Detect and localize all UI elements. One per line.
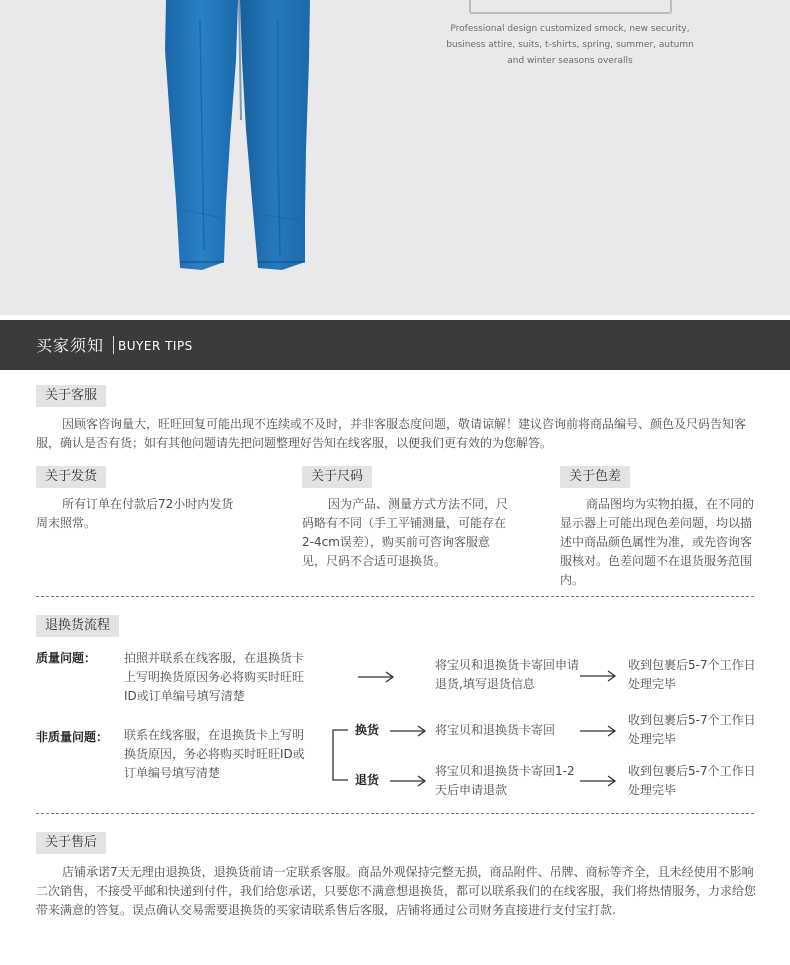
color-label: 关于色差 — [560, 466, 630, 488]
exchange-step2: 收到包裹后5-7个工作日处理完毕 — [628, 713, 756, 746]
caption-card — [443, 0, 697, 70]
aftersale-label: 关于售后 — [36, 832, 106, 854]
service-text: 因顾客咨询量大，旺旺回复可能出现不连续或不及时，并非客服态度问题，敬请谅解！建议咨询前将商品编号、颜色及尺码告知客服，确认是否有货；如有其他问题请先把问题整理好告知在线客服，以便我们更有效的为您解答。 — [36, 417, 747, 450]
arrow-right-icon — [580, 724, 618, 738]
caption-text: Professional design customized smock, new security, business attire, suits, t-shirts, spring, summer, autumn and winter seasons overalls — [446, 24, 694, 66]
refund-step2: 收到包裹后5-7个工作日处理完毕 — [628, 764, 756, 797]
caption-frame — [469, 0, 672, 14]
banner-divider — [113, 336, 114, 354]
shipping-text: 所有订单在付款后72小时内发货周末照常。 — [36, 497, 234, 530]
refund-label: 退货 — [355, 773, 380, 787]
banner-title-cn: 买家须知 — [36, 336, 105, 355]
quality-step2: 收到包裹后5-7个工作日处理完毕 — [628, 658, 756, 691]
arrow-right-icon — [358, 670, 396, 684]
banner-title-en: BUYER TIPS — [118, 339, 193, 353]
size-label: 关于尺码 — [302, 466, 372, 488]
exchange-label: 换货 — [355, 723, 380, 737]
quality-step1: 将宝贝和退换货卡寄回申请退货,填写退货信息 — [435, 658, 580, 691]
exchange-step1: 将宝贝和退换货卡寄回 — [435, 723, 556, 737]
branch-bracket — [330, 720, 352, 786]
arrow-right-icon — [580, 774, 618, 788]
arrow-right-icon — [390, 774, 428, 788]
arrow-right-icon — [580, 669, 618, 683]
divider — [36, 813, 754, 814]
nonquality-label: 非质量问题： — [36, 730, 109, 744]
size-text: 因为产品、测量方式方法不同，尺码略有不同（手工平铺测量，可能存在2-4cm误差），购买前可咨询客服意见，尺码不合适可退换货。 — [302, 497, 509, 568]
nonquality-desc: 联系在线客服，在退换货卡上写明换货原因，务必将购买时旺旺ID或订单编号填写清楚 — [124, 728, 305, 780]
arrow-right-icon — [390, 724, 428, 738]
refund-step1: 将宝贝和退换货卡寄回1-2天后申请退款 — [435, 764, 575, 797]
color-text: 商品图均为实物拍摄，在不同的显示器上可能出现色差问题，均以描述中商品颜色属性为准，或先咨询客服核对。色差问题不在退货服务范围内。 — [560, 497, 755, 587]
quality-label: 质量问题： — [36, 651, 97, 665]
returns-label: 退换货流程 — [36, 615, 119, 637]
aftersale-text: 店铺承诺7天无理由退换货，退换货前请一定联系客服。商品外观保持完整无损，商品附件、吊牌、商标等齐全，且未经使用不影响二次销售，不接受平邮和快递到付件，我们给您承诺，只要您不满意想退换货，都可以联系我们的在线客服，我们将热情服务，力求给您带来满意的答复。误点确认交易需要退换货的买家请联系售后客服，店铺将通过公司财务直接进行支付宝打款. — [36, 865, 757, 917]
divider — [36, 596, 754, 597]
buyer-tips-banner — [0, 320, 790, 370]
shipping-label: 关于发货 — [36, 466, 106, 488]
quality-desc: 拍照并联系在线客服，在退换货卡上写明换货原因务必将购买时旺旺ID或订单编号填写清楚 — [124, 651, 305, 703]
service-label: 关于客服 — [36, 385, 106, 407]
product-photo — [0, 0, 790, 315]
